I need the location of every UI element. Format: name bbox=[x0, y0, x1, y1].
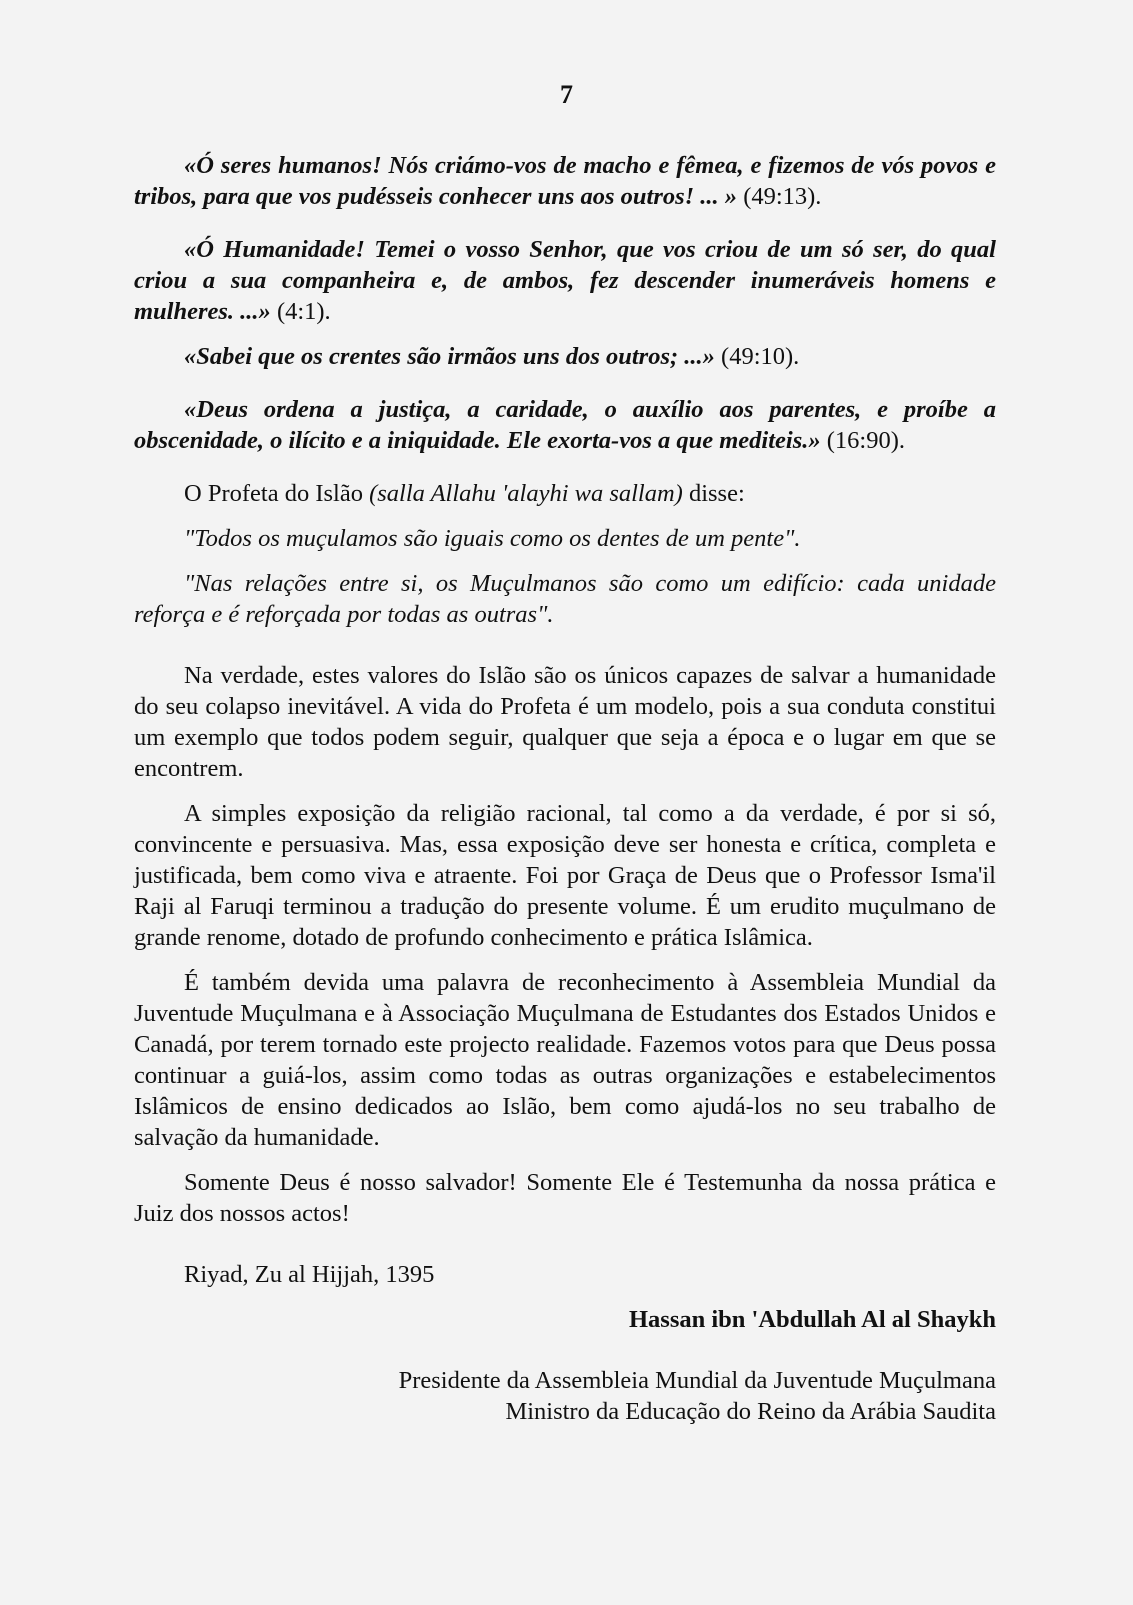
page-number: 7 bbox=[560, 80, 573, 109]
hadith-1: "Todos os muçulamos são iguais como os dentes de um pente". bbox=[184, 525, 801, 552]
quote-reference: (16:90). bbox=[826, 427, 905, 454]
place-date: Riyad, Zu al Hijjah, 1395 bbox=[184, 1261, 435, 1288]
page-body bbox=[134, 150, 996, 1427]
honorific: (salla Allahu 'alayhi wa sallam) bbox=[369, 480, 683, 507]
quote-reference: (4:1). bbox=[276, 298, 331, 325]
quote-text: «Ó seres humanos! Nós criámo-vos de macho e fêmea, e fizemos de vós povos e tribos, para que vos pudésseis conhecer uns aos outros! ... » bbox=[134, 152, 996, 210]
quote-49-13 bbox=[134, 150, 996, 212]
author-title-2: Ministro da Educação do Reino da Arábia Saudita bbox=[505, 1398, 996, 1425]
paragraph-2: A simples exposição da religião racional, tal como a da verdade, é por si só, convincente e persuasiva. Mas, essa exposição deve ser honesta e crítica, completa e justificada, bem como viva e atraente. Foi por Graça de Deus que o Professor Isma'il Raji al Faruqi terminou a tradução do presente volume. É um erudito muçulmano de grande renome, dotado de profundo conhecimento e prática Islâmica. bbox=[134, 800, 996, 951]
quote-text: «Ó Humanidade! Temei o vosso Senhor, que vos criou de um só ser, do qual criou a sua companheira e, de ambos, fez descender inumeráveis homens e mulheres. ...» bbox=[134, 236, 996, 325]
hadith-intro-after: disse: bbox=[682, 480, 745, 507]
author-title-1: Presidente da Assembleia Mundial da Juventude Muçulmana bbox=[398, 1367, 996, 1394]
quote-text: «Deus ordena a justiça, a caridade, o auxílio aos parentes, e proíbe a obscenidade, o ilícito e a iniquidade. Ele exorta-vos a que mediteis.» bbox=[134, 396, 996, 454]
paragraph-4: Somente Deus é nosso salvador! Somente Ele é Testemunha da nossa prática e Juiz dos nossos actos! bbox=[134, 1169, 996, 1227]
hadith-intro-before: O Profeta do Islão bbox=[184, 480, 370, 507]
author-signature: Hassan ibn 'Abdullah Al al Shaykh bbox=[628, 1306, 996, 1333]
quote-16-90 bbox=[134, 394, 996, 456]
hadith-2: "Nas relações entre si, os Muçulmanos são como um edifício: cada unidade reforça e é reforçada por todas as outras". bbox=[134, 570, 996, 628]
quote-reference: (49:13). bbox=[743, 183, 822, 210]
paragraph-1: Na verdade, estes valores do Islão são os únicos capazes de salvar a humanidade do seu colapso inevitável. A vida do Profeta é um modelo, pois a sua conduta constitui um exemplo que todos podem seguir, qualquer que seja a época e o lugar em que se encontrem. bbox=[134, 662, 996, 782]
quote-4-1 bbox=[134, 234, 996, 327]
quote-text: «Sabei que os crentes são irmãos uns dos outros; ...» bbox=[184, 343, 715, 370]
quote-49-10 bbox=[134, 341, 996, 372]
hadith-intro bbox=[134, 478, 996, 509]
quote-reference: (49:10). bbox=[721, 343, 800, 370]
paragraph-3: É também devida uma palavra de reconhecimento à Assembleia Mundial da Juventude Muçulmana e à Associação Muçulmana de Estudantes dos Estados Unidos e Canadá, por terem tornado este projecto realidade. Fazemos votos para que Deus possa continuar a guiá-los, assim como todas as outras organizações e estabelecimentos Islâmicos de ensino dedicados ao Islão, bem como ajudá-los no seu trabalho de salvação da humanidade. bbox=[134, 969, 996, 1151]
